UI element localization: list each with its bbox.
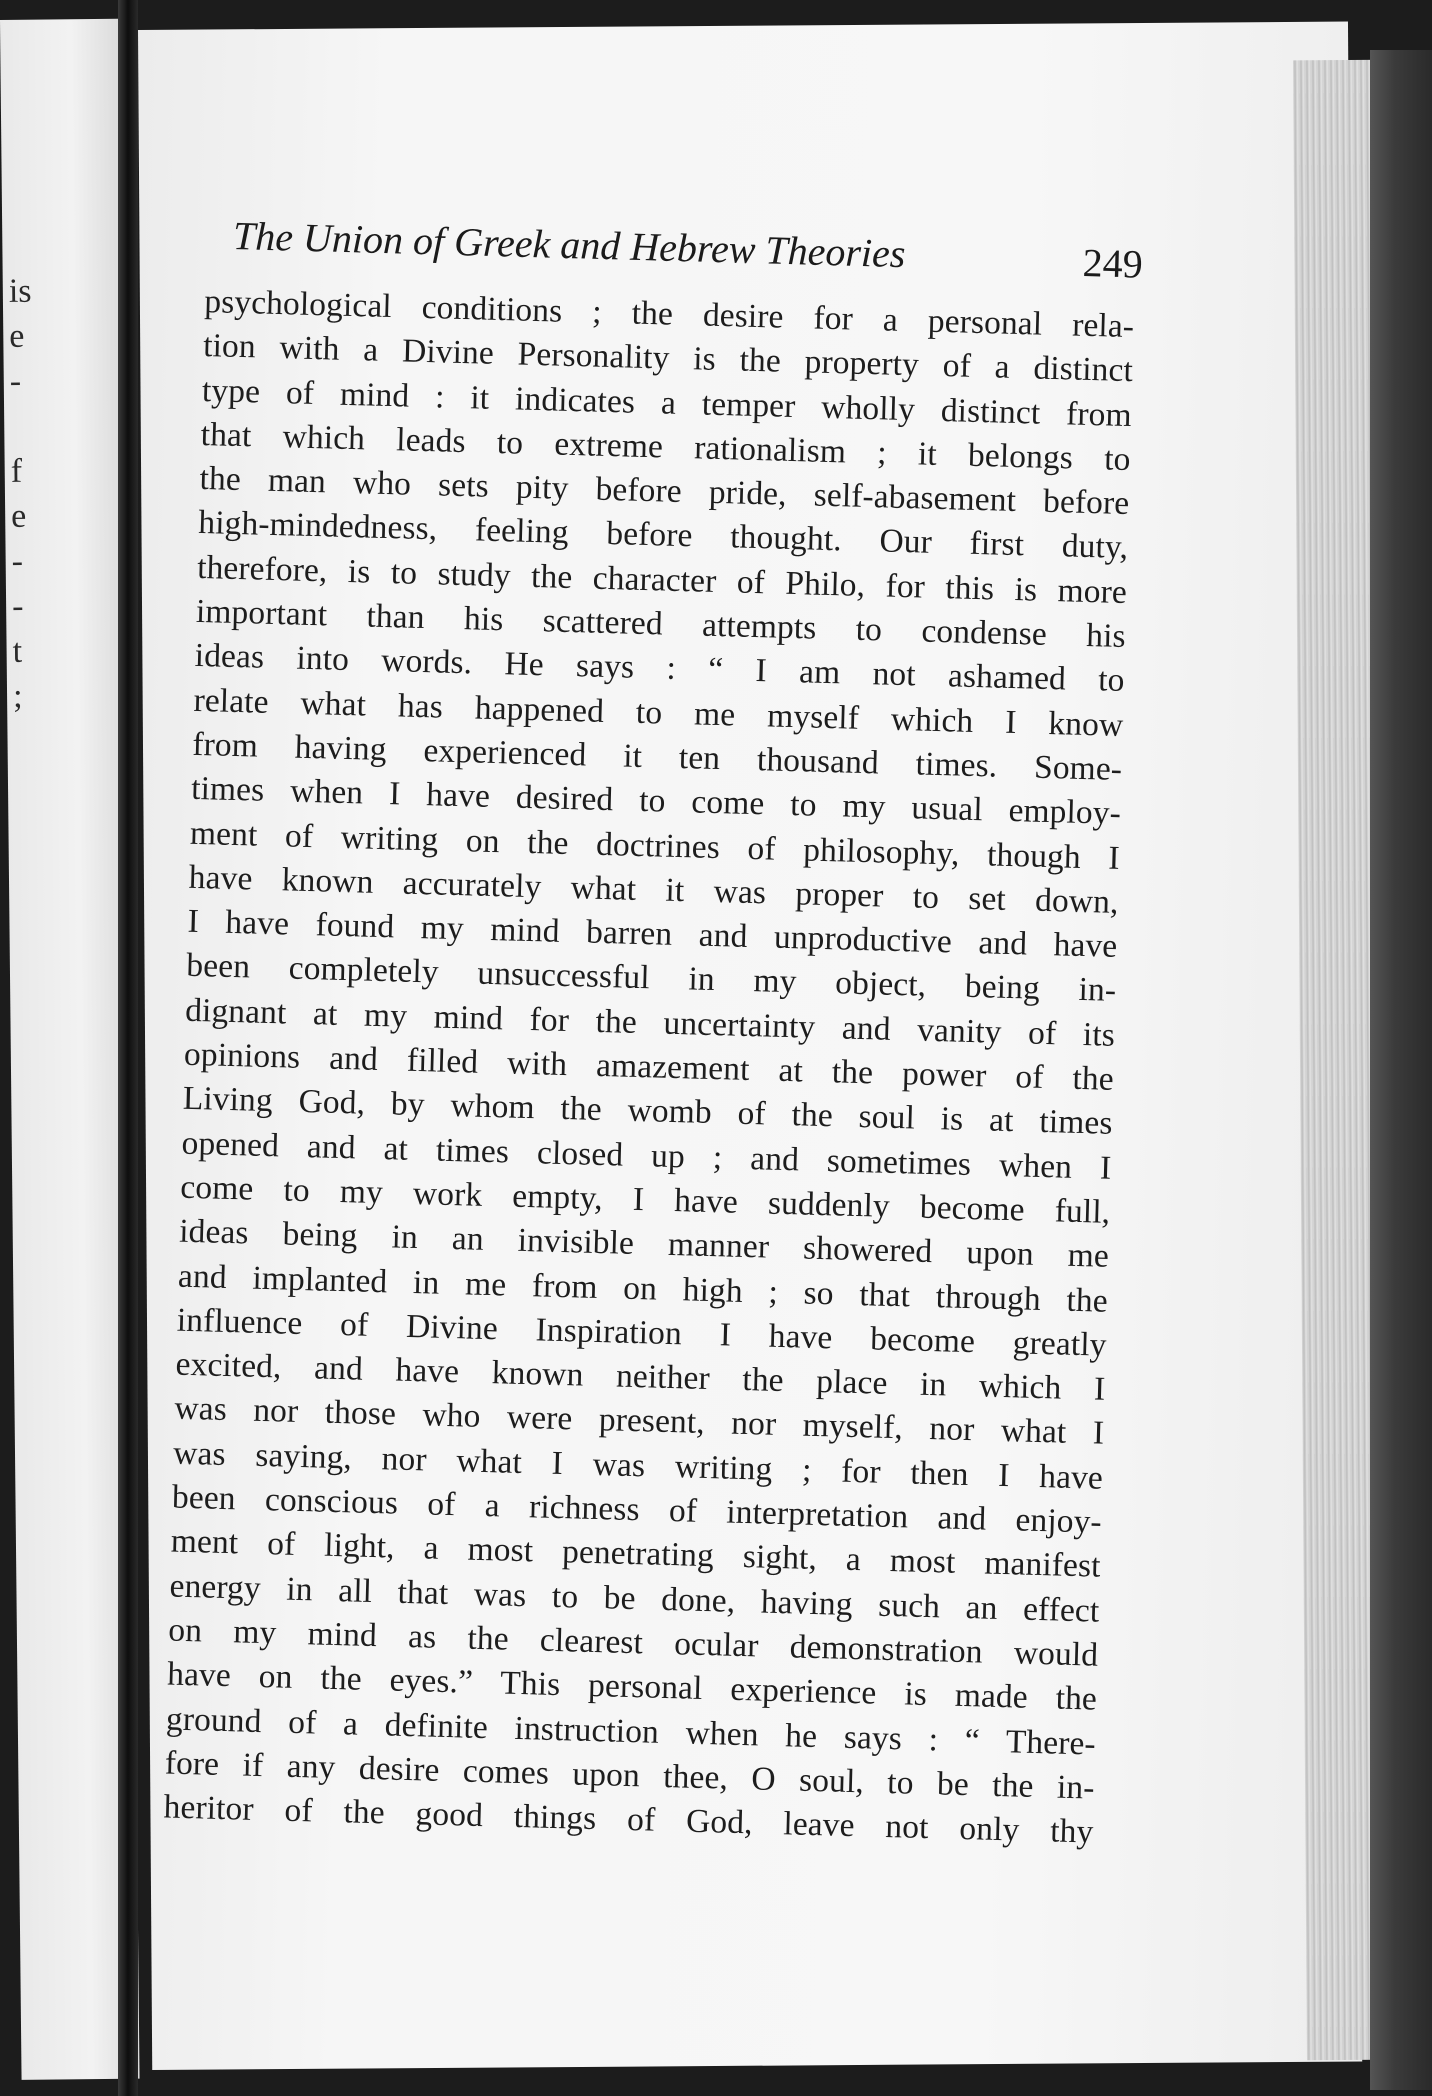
text-line: been completely unsuccessful in my object, being in- <box>185 947 1117 1010</box>
book-cover-edge <box>1370 50 1432 2090</box>
running-head-title: The Union of Greek and Hebrew Theories <box>232 213 907 277</box>
text-line: relate what has happened to me myself which I know <box>193 681 1124 744</box>
text-line: on my mind as the clearest ocular demonstration would <box>167 1611 1099 1674</box>
facing-page-fragment: ; <box>12 677 23 715</box>
facing-page-fragment: - <box>11 587 24 625</box>
text-line: influence of Divine Inspiration I have become greatly <box>176 1301 1108 1364</box>
facing-page-fragment: e <box>11 497 27 535</box>
text-line: opened and at times closed up ; and sometimes when I <box>181 1124 1112 1187</box>
text-line: from having experienced it ten thousand times. Some- <box>191 725 1123 788</box>
text-line: type of mind : it indicates a temper wholly distinct from <box>201 371 1133 434</box>
text-line: been conscious of a richness of interpretation and enjoy- <box>171 1478 1103 1541</box>
text-line: ment of light, a most penetrating sight, a most manifest <box>170 1522 1102 1585</box>
text-line: come to my work empty, I have suddenly become full, <box>179 1168 1111 1231</box>
text-line: ideas being in an invisible manner showered upon me <box>178 1212 1110 1276</box>
text-line: opinions and filled with amazement at the power of the <box>183 1035 1115 1098</box>
text-line: fore if any desire comes upon thee, O soul, to be the in- <box>164 1744 1096 1807</box>
text-line: Living God, by whom the womb of the soul is at times <box>182 1080 1114 1143</box>
text-line: dignant at my mind for the uncertainty and vanity of its <box>184 991 1116 1054</box>
text-line: that which leads to extreme rationalism ; it belongs to <box>200 415 1131 478</box>
text-line: heritor of the good things of God, leave not only thy <box>163 1788 1094 1851</box>
text-line: tion with a Divine Personality is the property of a distinct <box>202 327 1134 390</box>
facing-page-fragment: t <box>12 632 23 670</box>
text-line: and implanted in me from on high ; so that through the <box>177 1257 1109 1320</box>
page-number: 249 <box>1082 240 1144 287</box>
text-line: times when I have desired to come to my usual employ- <box>190 770 1122 833</box>
facing-page-fragment: e <box>9 317 25 355</box>
text-line: therefore, is to study the character of Philo, for this is more <box>196 548 1128 611</box>
text-line: high-mindedness, feeling before thought. Our first duty, <box>197 504 1129 567</box>
text-line: important than his scattered attempts to condense his <box>195 592 1127 656</box>
facing-page-fragment: f <box>10 452 23 490</box>
body-paragraph <box>163 280 1135 1855</box>
text-line: ideas into words. He says : “ I am not ashamed to <box>194 637 1125 700</box>
facing-page-fragment: - <box>11 542 24 580</box>
text-line: have known accurately what it was proper to set down, <box>188 858 1120 921</box>
text-line: excited, and have known neither the place in which I <box>175 1345 1106 1408</box>
text-line: ment of writing on the doctrines of philosophy, though I <box>189 814 1121 877</box>
text-line: I have found my mind barren and unproductive and have <box>187 902 1118 966</box>
book-gutter <box>118 0 138 2096</box>
text-line: the man who sets pity before pride, self-abasement before <box>199 460 1130 523</box>
facing-page-fragment: - <box>9 362 22 400</box>
text-line: was saying, nor what I was writing ; for then I have <box>172 1434 1104 1497</box>
text-line: have on the eyes.” This personal experience is made the <box>166 1655 1098 1718</box>
text-line: ground of a definite instruction when he says : “ There- <box>165 1699 1097 1763</box>
facing-page-fragment: is <box>8 272 32 310</box>
text-line: psychological conditions ; the desire for a personal rela- <box>203 282 1135 346</box>
text-line: energy in all that was to be done, having such an effect <box>169 1567 1100 1630</box>
text-line: was nor those who were present, nor myself, nor what I <box>173 1390 1105 1453</box>
